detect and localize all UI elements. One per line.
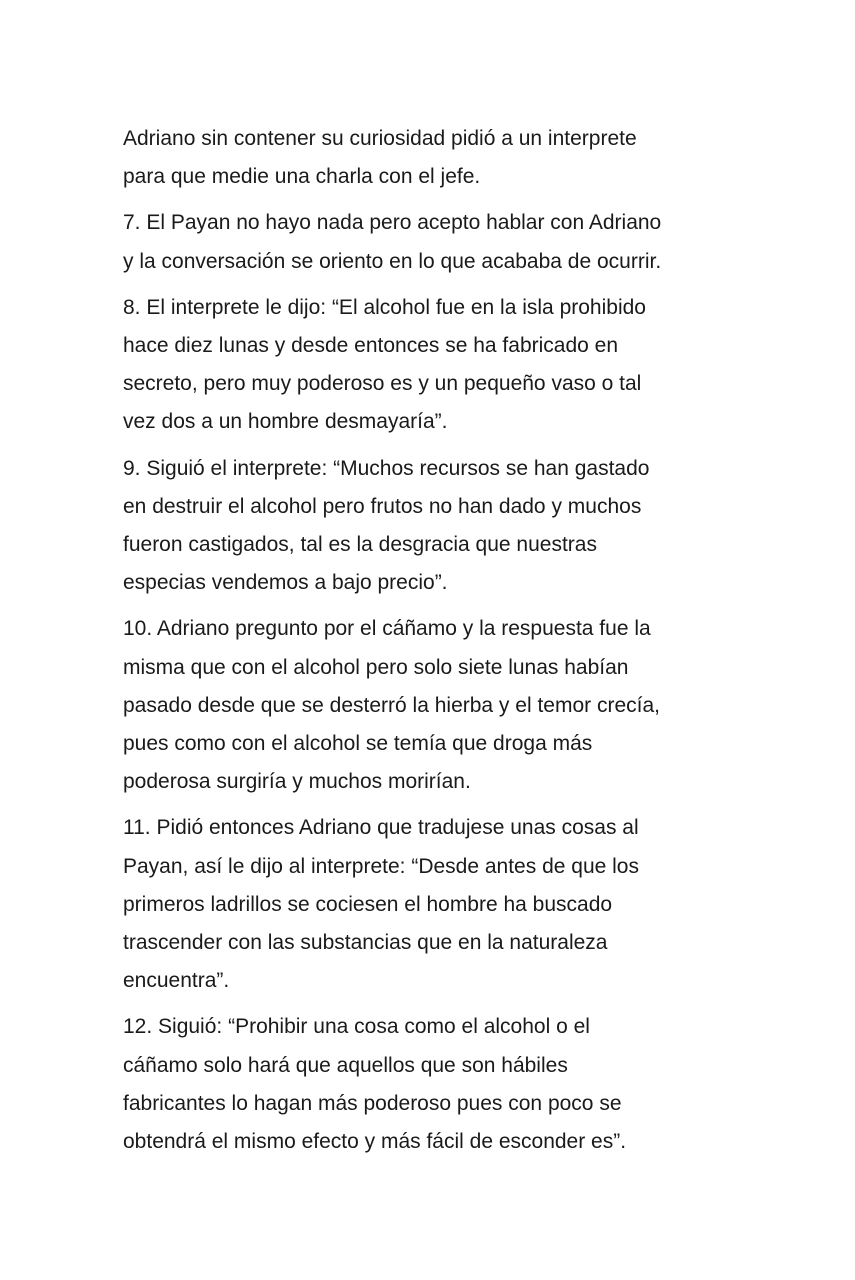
paragraph-8: [123, 289, 743, 442]
text-line: 12. Siguió: “Prohibir una cosa como el alcohol o el: [123, 1015, 590, 1039]
text-line: Adriano sin contener su curiosidad pidió a un interprete: [123, 127, 637, 150]
text-line: 10. Adriano pregunto por el cáñamo y la respuesta fue la: [123, 617, 651, 641]
text-line: 8. El interprete le dijo: “El alcohol fue en la isla prohibido: [123, 295, 646, 319]
paragraph-7: [123, 204, 743, 280]
text-line: para que medie una charla con el jefe.: [123, 165, 481, 189]
paragraph-11: [123, 809, 743, 1000]
text-line: 11. Pidió entonces Adriano que tradujese unas cosas al: [123, 816, 639, 840]
text-line: y la conversación se oriento en lo que acababa de ocurrir.: [123, 249, 662, 273]
text-line: primeros ladrillos se cociesen el hombre ha buscado: [123, 892, 613, 916]
text-line: especias vendemos a bajo precio”.: [123, 571, 448, 595]
text-line: cáñamo solo hará que aquellos que son hábiles: [123, 1053, 568, 1077]
paragraph-12: [123, 1008, 743, 1161]
text-line: 9. Siguió el interprete: “Muchos recursos se han gastado: [123, 456, 650, 480]
text-line: vez dos a un hombre desmayaría”.: [123, 410, 448, 434]
text-line: Payan, así le dijo al interprete: “Desde antes de que los: [123, 854, 639, 878]
text-line: trascender con las substancias que en la naturaleza: [123, 931, 608, 955]
text-line: pues como con el alcohol se temía que droga más: [123, 732, 593, 756]
document-page: [123, 120, 743, 1169]
text-line: hace diez lunas y desde entonces se ha fabricado en: [123, 334, 619, 358]
text-line: misma que con el alcohol pero solo siete lunas habían: [123, 655, 629, 679]
paragraph-intro: [123, 120, 743, 196]
text-line: pasado desde que se desterró la hierba y el temor crecía,: [123, 693, 660, 717]
text-line: secreto, pero muy poderoso es y un pequeño vaso o tal: [123, 372, 642, 396]
text-line: fueron castigados, tal es la desgracia que nuestras: [123, 533, 597, 557]
paragraph-10: [123, 610, 743, 801]
text-line: en destruir el alcohol pero frutos no han dado y muchos: [123, 494, 642, 518]
text-line: encuentra”.: [123, 969, 230, 993]
text-line: obtendrá el mismo efecto y más fácil de esconder es”.: [123, 1130, 627, 1154]
text-line: 7. El Payan no hayo nada pero acepto hablar con Adriano: [123, 211, 662, 235]
text-line: poderosa surgiría y muchos morirían.: [123, 770, 471, 794]
paragraph-9: [123, 450, 743, 603]
text-line: fabricantes lo hagan más poderoso pues con poco se: [123, 1091, 622, 1115]
